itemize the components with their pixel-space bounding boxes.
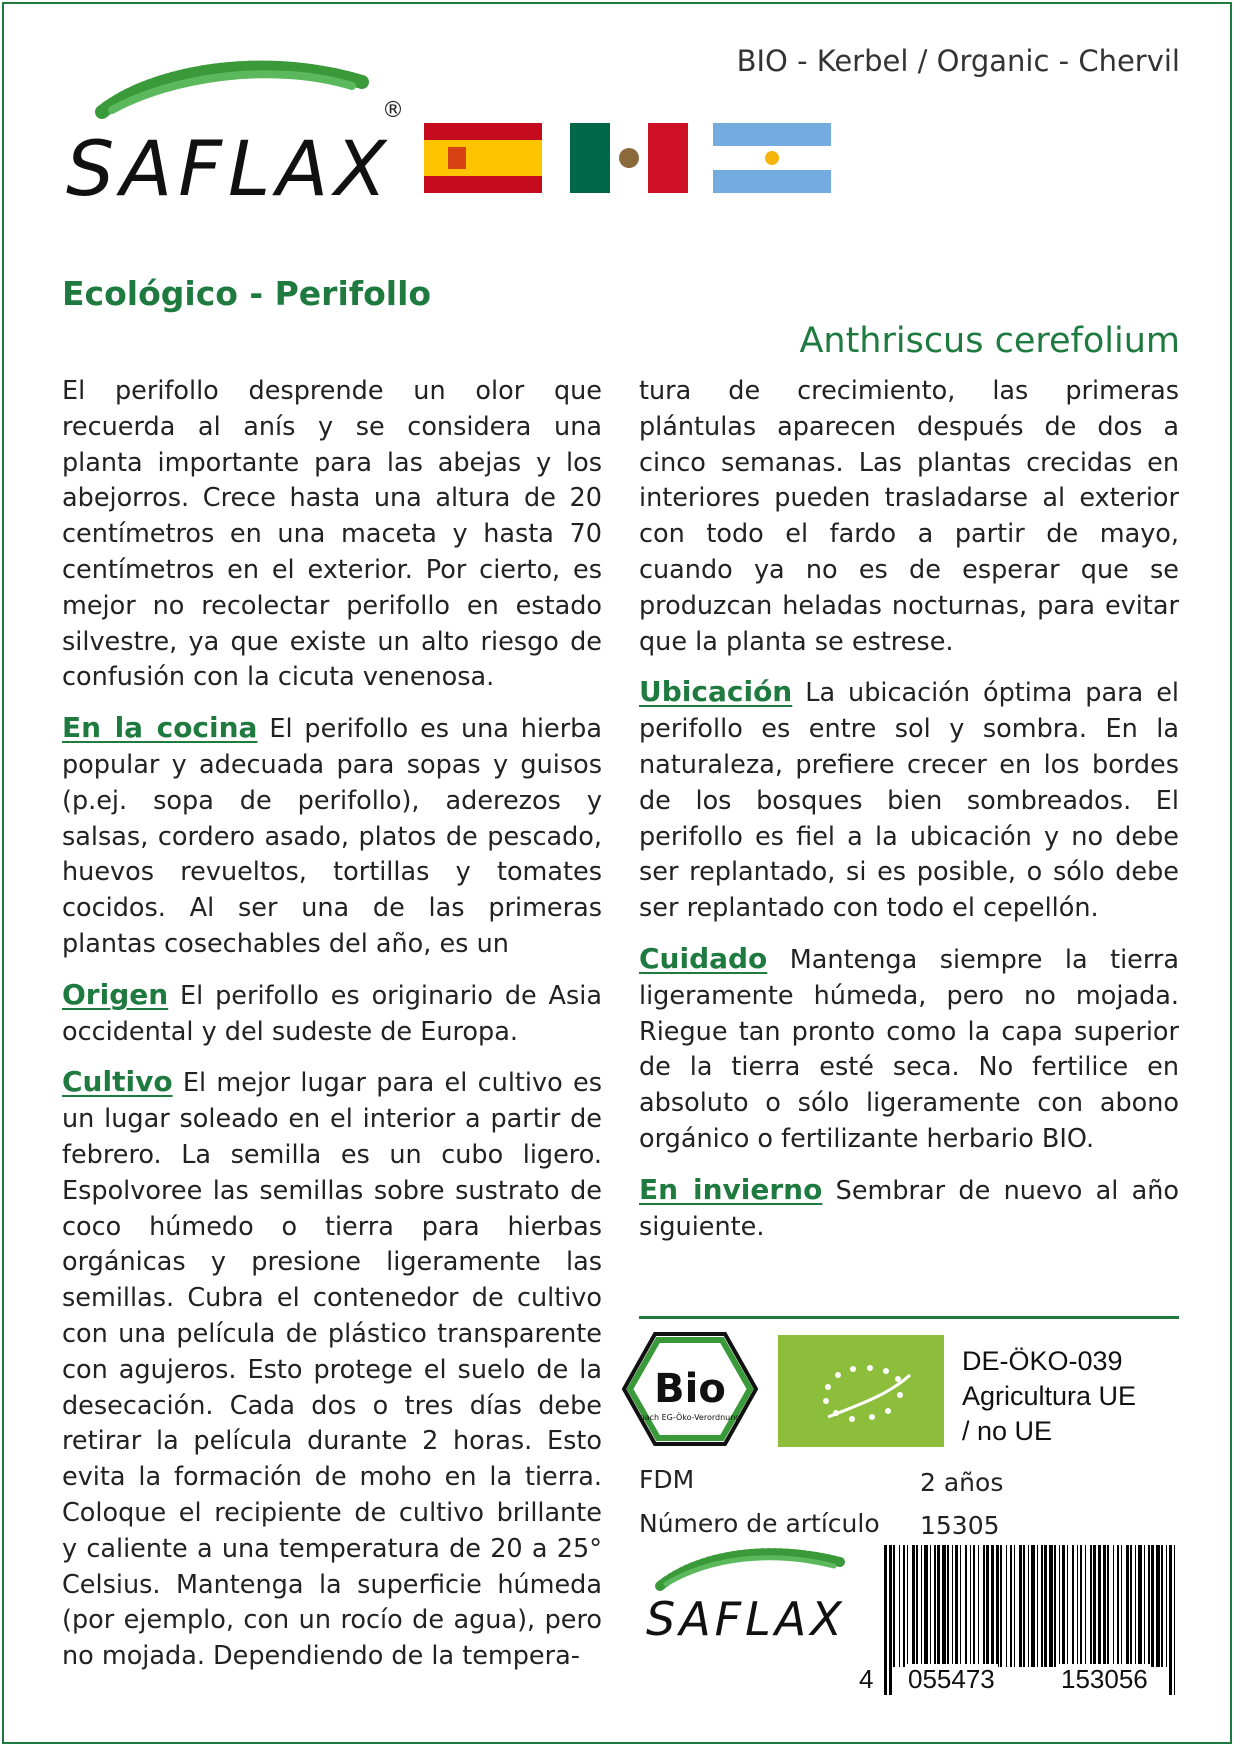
barcode-bar — [937, 1545, 940, 1667]
bio-seal-icon — [620, 1330, 760, 1448]
bio-seal-subtext: nach EG-Öko-Verordnung — [639, 1413, 741, 1422]
barcode-bar — [1117, 1545, 1119, 1667]
barcode-bar — [947, 1545, 949, 1667]
barcode-bar — [960, 1545, 961, 1667]
barcode-bar — [1023, 1545, 1025, 1667]
section-invierno — [639, 1172, 1179, 1246]
article-value: 15305 — [920, 1511, 1000, 1540]
barcode-bar — [912, 1545, 915, 1667]
barcode-bar — [1044, 1545, 1047, 1667]
barcode-bar — [955, 1545, 958, 1667]
barcode-bar — [965, 1545, 967, 1667]
section-cultivo — [62, 1064, 602, 1675]
section-cocina — [62, 710, 602, 963]
certification-text — [962, 1344, 1136, 1449]
barcode-bar — [907, 1545, 908, 1667]
barcode-bar — [1062, 1545, 1065, 1667]
fdm-label: FDM — [639, 1465, 695, 1494]
barcode-bar — [991, 1545, 994, 1667]
barcode-bar — [893, 1545, 895, 1667]
barcode-bar — [1103, 1545, 1106, 1667]
barcode-bar — [1156, 1545, 1160, 1667]
barcode-bar — [1006, 1545, 1007, 1667]
cert-code: DE-ÖKO-039 — [962, 1346, 1123, 1376]
barcode-bar — [970, 1545, 971, 1667]
barcode-bar — [903, 1545, 905, 1667]
grass-swoosh-icon — [640, 1540, 860, 1600]
section-heading: Ubicación — [639, 675, 793, 709]
eu-organic-leaf-icon — [778, 1335, 944, 1447]
fdm-value: 2 años — [920, 1468, 1004, 1497]
brand-name: SAFLAX — [66, 124, 393, 213]
barcode-bar — [1126, 1545, 1129, 1667]
barcode-bar — [973, 1545, 975, 1667]
barcode-bar — [978, 1545, 979, 1667]
section-heading: Cuidado — [639, 941, 768, 975]
section-origen — [62, 977, 602, 1051]
barcode-bar — [1067, 1545, 1068, 1667]
barcode-bar — [952, 1545, 953, 1667]
barcode-bar — [1107, 1545, 1109, 1667]
right-column — [639, 374, 1179, 1259]
barcode-bar — [1014, 1545, 1015, 1667]
cert-line3: / no UE — [962, 1416, 1053, 1446]
barcode-bar — [1085, 1545, 1086, 1667]
barcode-bar — [983, 1545, 985, 1667]
barcode-bar — [1010, 1545, 1012, 1667]
divider — [639, 1316, 1179, 1319]
cert-line2: Agricultura UE — [962, 1381, 1137, 1411]
section-text: El mejor lugar para el cultivo es un lugar soleado en el interior a partir de febrero. La semilla es un cubo ligero. Espolvoree las semillas sobre sustrato de coco húmedo o tierra para hierbas orgánicas y presione ligeramente las semillas. Cubra el contenedor de cultivo con una película de plástico transparente con agujeros. Esto protege el suelo de la desecación. Cada dos o tres días debe retirar la película durante 2 horas. Esto evita la formación de moho en la tierra. Coloque el recipiente de cultivo brillante y caliente a una temperatura de 20 a 25° Celsius. Mantenga la superficie húmeda (por ejemplo, con un rocío de agua), pero no mojada. Dependiendo de la tempera- — [62, 1068, 602, 1672]
spain-flag-icon — [424, 123, 542, 193]
barcode-bar — [1028, 1545, 1029, 1667]
barcode-bar — [1166, 1545, 1167, 1667]
saflax-logo-small — [640, 1540, 860, 1660]
barcode-bar — [884, 1545, 887, 1695]
barcode-bar — [899, 1545, 900, 1667]
barcode-bar — [1169, 1545, 1172, 1695]
barcode-bar — [1130, 1545, 1132, 1667]
barcode-bar — [1090, 1545, 1092, 1667]
section-heading: Origen — [62, 977, 169, 1011]
barcode-bar — [1113, 1545, 1114, 1667]
barcode-bar — [1080, 1545, 1082, 1667]
section-text: Mantenga siempre la tierra ligeramente húmeda, pero no mojada. Riegue tan pronto como la capa superior de la tierra esté seca. No fertilice en absoluto o sólo ligeramente con abono orgánico o fertilizante herbario BIO. — [639, 944, 1179, 1154]
barcode-first-digit: 4 — [856, 1664, 876, 1695]
section-text: El perifollo es una hierba popular y adecuada para sopas y guisos (p.ej. sopa de perifollo), aderezos y salsas, cordero asado, platos de pescado, huevos revueltos, tortillas y tomates cocidos. Al ser una de las primeras plantas cosechables del año, es un — [62, 714, 603, 959]
mexico-flag-icon — [570, 123, 688, 193]
barcode-bar — [921, 1545, 922, 1667]
article-label: Número de artículo — [639, 1509, 880, 1538]
barcode-bar — [1019, 1545, 1022, 1667]
barcode-bar — [1093, 1545, 1096, 1667]
left-column — [62, 374, 602, 1689]
section-text: El perifollo es originario de Asia occidental y del sudeste de Europa. — [62, 980, 602, 1047]
barcode-bar — [934, 1545, 936, 1667]
barcode-bar — [1077, 1545, 1078, 1667]
section-ubicacion — [639, 674, 1179, 927]
section-heading: Cultivo — [62, 1065, 173, 1099]
intro-text: El perifollo desprende un olor que recuerda al anís y se considera una planta importante para las abejas y los abejorros. Crece hasta una altura de 20 centímetros en una maceta y hasta 70 centímetros en el exterior. Por cierto, es mejor no recolectar perifollo en estado silvestre, ya que existe un alto riesgo de confusión con la cicuta venenosa. — [62, 376, 602, 693]
argentina-flag-icon — [713, 123, 831, 193]
barcode-bar — [1041, 1545, 1043, 1667]
barcode-bar — [1148, 1545, 1150, 1667]
brand-name: SAFLAX — [646, 1592, 846, 1646]
barcode-left-digits: 055473 — [905, 1664, 998, 1695]
barcode-bar — [1121, 1545, 1122, 1667]
section-heading: En la cocina — [62, 711, 258, 745]
grass-swoosh-icon — [62, 52, 412, 132]
saflax-logo — [62, 52, 412, 212]
barcode-bar — [1054, 1545, 1056, 1667]
barcode-bar — [1151, 1545, 1154, 1667]
barcode-bar — [1098, 1545, 1101, 1667]
section-text: Sembrar de nuevo al año siguiente. — [639, 1175, 1179, 1242]
barcode-bar — [1000, 1545, 1002, 1667]
barcode-bar — [924, 1545, 928, 1667]
section-text: La ubicación óptima para el perifollo es entre sol y sombra. En la naturaleza, prefiere crecer en los bordes de los bosques bien sombreados. El perifollo es fiel a la ubicación y no debe ser replantado, si es posible, o sólo debe ser replantado con todo el cepellón. — [639, 678, 1179, 924]
cultivo-continuation: tura de crecimiento, las primeras plántulas aparecen después de dos a cinco semanas. Las plantas crecidas en interiores pueden trasladarse al exterior con todo el fardo a partir de mayo, cuando ya no es de esperar que se produzcan heladas nocturnas, para evitar que la planta se estrese. — [639, 376, 1179, 657]
barcode-bar — [889, 1545, 892, 1695]
barcode-bar — [996, 1545, 999, 1667]
product-title: Ecológico - Perifollo — [62, 274, 432, 313]
barcode-bar — [930, 1545, 931, 1667]
barcode-bar — [1161, 1545, 1163, 1667]
barcode-bar — [1138, 1545, 1142, 1667]
barcode-bar — [1031, 1545, 1035, 1667]
barcode-bar — [1144, 1545, 1145, 1667]
section-cuidado — [639, 941, 1179, 1158]
product-header: BIO - Kerbel / Organic - Chervil — [736, 44, 1180, 78]
barcode-bar — [916, 1545, 918, 1667]
barcode-bar — [1174, 1545, 1175, 1695]
barcode-bar — [1059, 1545, 1060, 1667]
barcode-bar — [1072, 1545, 1074, 1667]
latin-name: Anthriscus cerefolium — [799, 321, 1180, 361]
barcode-bar — [1037, 1545, 1038, 1667]
bio-seal-text: Bio — [654, 1366, 726, 1412]
barcode-bar — [1135, 1545, 1136, 1667]
section-heading: En invierno — [639, 1172, 823, 1206]
registered-mark: ® — [382, 98, 404, 123]
barcode-bar — [1049, 1545, 1053, 1667]
barcode-bar — [942, 1545, 946, 1667]
barcode-right-digits: 153056 — [1058, 1664, 1151, 1695]
